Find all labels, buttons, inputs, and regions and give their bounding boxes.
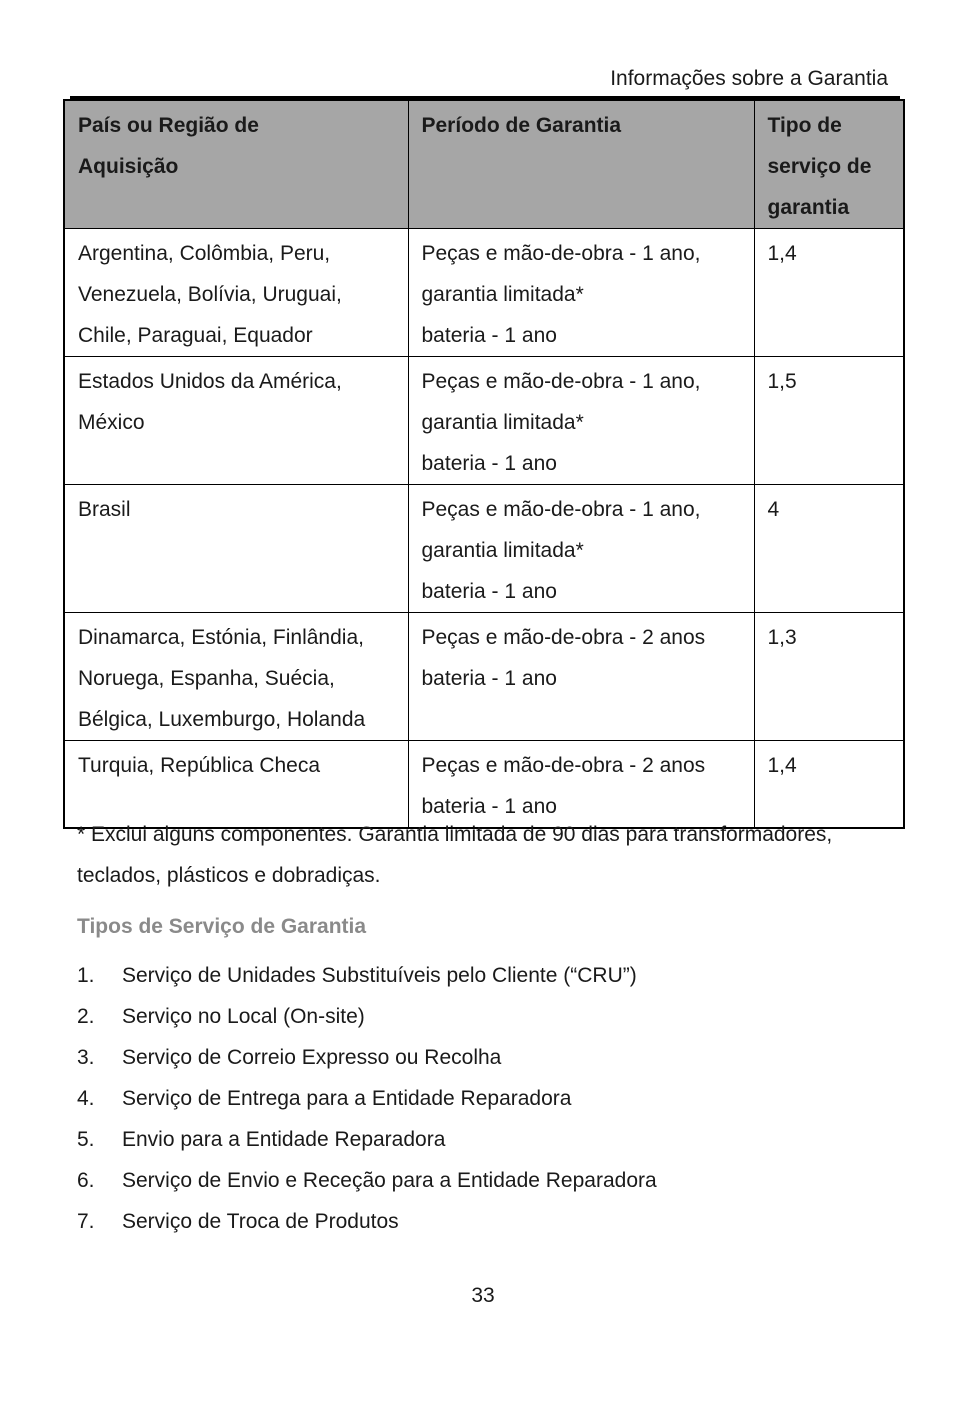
service-type-list xyxy=(77,955,657,1242)
list-item xyxy=(77,1201,657,1242)
cell-country: Turquia, República Checa xyxy=(64,741,408,829)
page-number: 33 xyxy=(471,1284,495,1307)
list-item-text: Serviço de Correio Expresso ou Recolha xyxy=(122,1046,502,1069)
list-item-number: 6. xyxy=(77,1169,95,1192)
cell-country: Argentina, Colômbia, Peru, Venezuela, Bolívia, Uruguai, Chile, Paraguai, Equador xyxy=(64,229,408,357)
header-country: País ou Região de Aquisição xyxy=(64,100,408,229)
table-header-row xyxy=(64,100,904,229)
list-item-text: Serviço de Troca de Produtos xyxy=(122,1210,399,1233)
cell-service-type: 1,4 xyxy=(754,741,904,829)
list-item-number: 5. xyxy=(77,1128,95,1151)
cell-period: Peças e mão-de-obra - 2 anos bateria - 1 ano xyxy=(408,613,754,741)
cell-period: Peças e mão-de-obra - 1 ano, garantia limitada* bateria - 1 ano xyxy=(408,485,754,613)
list-item-number: 3. xyxy=(77,1046,95,1069)
cell-country: Dinamarca, Estónia, Finlândia, Noruega, Espanha, Suécia, Bélgica, Luxemburgo, Holanda xyxy=(64,613,408,741)
list-item-text: Serviço de Entrega para a Entidade Reparadora xyxy=(122,1087,572,1110)
cell-service-type: 1,4 xyxy=(754,229,904,357)
section-heading: Tipos de Serviço de Garantia xyxy=(77,915,367,938)
list-item xyxy=(77,1160,657,1201)
list-item-text: Envio para a Entidade Reparadora xyxy=(122,1128,446,1151)
cell-period: Peças e mão-de-obra - 1 ano, garantia limitada* bateria - 1 ano xyxy=(408,229,754,357)
cell-period: Peças e mão-de-obra - 2 anos bateria - 1 ano xyxy=(408,741,754,829)
footnote: * Exclui alguns componentes. Garantia limitada de 90 dias para transformadores, teclados, plásticos e dobradiças. xyxy=(77,823,833,887)
cell-service-type: 4 xyxy=(754,485,904,613)
cell-country: Estados Unidos da América, México xyxy=(64,357,408,485)
table-row xyxy=(64,357,904,485)
list-item xyxy=(77,1119,657,1160)
list-item-number: 4. xyxy=(77,1087,95,1110)
list-item xyxy=(77,996,657,1037)
list-item-number: 2. xyxy=(77,1005,95,1028)
table-row xyxy=(64,229,904,357)
list-item xyxy=(77,955,657,996)
list-item xyxy=(77,1078,657,1119)
list-item-number: 1. xyxy=(77,964,95,987)
table-row xyxy=(64,485,904,613)
table-row xyxy=(64,613,904,741)
list-item-text: Serviço de Unidades Substituíveis pelo Cliente (“CRU”) xyxy=(122,964,637,987)
list-item-text: Serviço no Local (On-site) xyxy=(122,1005,365,1028)
list-item-text: Serviço de Envio e Receção para a Entidade Reparadora xyxy=(122,1169,657,1192)
header-service-type: Tipo de serviço de garantia xyxy=(754,100,904,229)
cell-service-type: 1,5 xyxy=(754,357,904,485)
cell-country: Brasil xyxy=(64,485,408,613)
list-item-number: 7. xyxy=(77,1210,95,1233)
cell-service-type: 1,3 xyxy=(754,613,904,741)
warranty-table xyxy=(63,99,905,829)
running-header: Informações sobre a Garantia xyxy=(610,67,888,90)
list-item xyxy=(77,1037,657,1078)
header-period: Período de Garantia xyxy=(408,100,754,229)
cell-period: Peças e mão-de-obra - 1 ano, garantia limitada* bateria - 1 ano xyxy=(408,357,754,485)
